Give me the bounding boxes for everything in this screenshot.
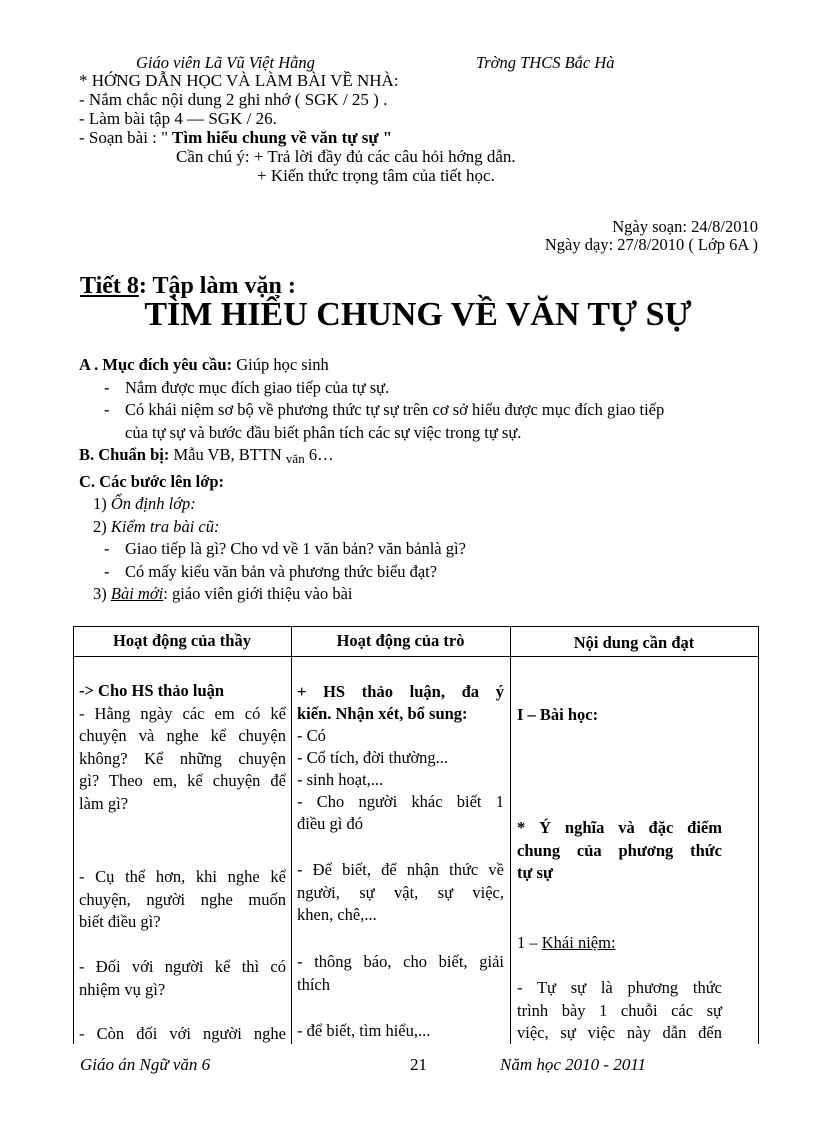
student-activity — [297, 681, 504, 835]
homework-item: - Nắm chắc nội dung 2 ghi nhớ ( SGK / 25 ) . — [79, 90, 388, 109]
content-subheading — [517, 817, 722, 885]
teacher-activity — [79, 866, 286, 934]
table-border — [73, 656, 759, 657]
teacher-activity — [79, 680, 286, 815]
teacher-activity — [79, 1023, 286, 1046]
cell-line: nhiệm vụ gì? — [79, 979, 166, 999]
step-1 — [79, 493, 664, 516]
step-text: Kiểm tra bài cũ — [110, 516, 214, 536]
homework-note: Cần chú ý: + Trả lời đầy đủ các câu hỏi hớng dẫn. — [176, 147, 516, 166]
cell-line: - Cổ tích, đời thường... — [297, 748, 449, 767]
cell-line: thích — [297, 974, 330, 994]
homework-note: + Kiến thức trọng tâm của tiết học. — [257, 166, 495, 185]
cell-line: trình bày 1 chuỗi các sự — [517, 1000, 722, 1020]
step-number: 2) — [93, 516, 111, 536]
step-colon: : — [190, 494, 196, 513]
table-border — [73, 626, 74, 1044]
teacher-name: Giáo viên Lã Vũ Việt Hằng — [136, 53, 315, 72]
section-a-label: A . Mục đích yêu cầu: — [79, 355, 233, 374]
section-b-label: B. Chuẩn bị: — [79, 445, 170, 464]
table-border — [758, 626, 759, 1044]
lesson-subject: : Tập làm vặn : — [138, 273, 296, 299]
content-heading: I – Bài học: — [517, 705, 599, 724]
cell-line: làm gì? — [79, 793, 129, 813]
cell-line: chuyện và nghe kể chuyện — [79, 726, 286, 745]
section-a: A . Mục đích yêu cầu: Giúp học sinh - Nắm được mục đích giao tiếp của tự sự. - Có khái niệm sơ bộ về phương thức tự sự trên cơ sở hiểu được mục đích giao tiếp của tự sự và bước đầu biết phân tích các sự việc trong tự sự. B. Chuẩn bị: Mẫu VB, BTTN văn 6… C. Các bước lên lớp: 1) Ổn định lớp: 2) Kiểm tra bài cũ: - Giao tiếp là gì? Cho vd về 1 văn bản? văn bảnlà gì? - Có mấy kiểu văn bản và phương thức biểu đạt? 3) Bài mới: giáo viên giới thiệu vào bài — [79, 354, 664, 606]
table-border — [73, 626, 759, 627]
school-name: Trờng THCS Bắc Hà — [476, 53, 615, 72]
step-3 — [79, 583, 664, 606]
homework-item: - Làm bài tập 4 — SGK / 26. — [79, 109, 277, 128]
step-text: Ổn định lớp — [110, 494, 191, 513]
cell-line: kiến. Nhận xét, bổ sung: — [297, 704, 468, 723]
table-border — [291, 626, 292, 1044]
section-b-text: Mẫu VB, BTTN — [169, 445, 286, 464]
cell-line: - Đối với người kể thì có — [79, 957, 286, 976]
student-activity — [297, 859, 504, 927]
cell-line: điều gì đó — [297, 814, 363, 833]
table-header: Hoạt động của trò — [336, 631, 465, 650]
cell-line: khen, chê,... — [297, 905, 377, 924]
review-question: Có mấy kiểu văn bản và phương thức biểu đạt? — [125, 561, 438, 581]
student-activity — [297, 1020, 504, 1043]
date-prepared: Ngày soạn: 24/8/2010 — [612, 217, 758, 236]
review-question: Giao tiếp là gì? Cho vd về 1 văn bản? văn bảnlà gì? — [125, 539, 466, 558]
cell-line: -> Cho HS thảo luận — [79, 681, 225, 700]
cell-line: * Ý nghĩa và đặc điểm — [517, 818, 722, 837]
step-number: 3) — [93, 584, 111, 603]
homework-section — [79, 71, 516, 185]
content-concept-label — [517, 932, 616, 955]
cell-line: - sinh hoạt,... — [297, 770, 384, 789]
cell-line: chung của phương thức — [517, 840, 722, 860]
cell-line: - để biết, tìm hiểu,... — [297, 1021, 431, 1040]
cell-line: người, sự vật, sự việc, — [297, 882, 504, 902]
lesson-number: Tiết 8 — [80, 273, 139, 299]
cell-text: 1 – — [517, 933, 542, 952]
section-a-text: Giúp học sinh — [232, 355, 329, 374]
lesson-title: TÌM HIỂU CHUNG VỀ VĂN TỰ SỰ — [144, 296, 692, 333]
homework-title: * HỚNG DẪN HỌC VÀ LÀM BÀI VỀ NHÀ: — [79, 71, 399, 90]
footer-right: Năm học 2010 - 2011 — [500, 1055, 647, 1074]
date-taught: Ngày dạy: 27/8/2010 ( Lớp 6A ) — [544, 235, 758, 254]
cell-line: - Cụ thể hơn, khi nghe kể — [79, 867, 286, 886]
cell-line: - thông báo, cho biết, giải — [297, 952, 504, 971]
teacher-activity — [79, 956, 286, 1001]
step-number: 1) — [93, 494, 111, 513]
objective-item-cont: của tự sự và bước đầu biết phân tích các sự việc trong tự sự. — [125, 422, 522, 442]
prepare-title: Tìm hiểu chung về văn tự sự " — [168, 128, 393, 147]
cell-text: Khái niệm: — [541, 933, 616, 952]
objective-item: Nắm được mục đích giao tiếp của tự sự. — [125, 377, 390, 397]
footer-left: Giáo án Ngữ văn 6 — [80, 1055, 211, 1074]
step-text-rest: : giáo viên giới thiệu vào bài — [163, 584, 353, 603]
cell-line: không? Kể những chuyện — [79, 748, 286, 768]
content-definition — [517, 977, 722, 1045]
cell-line: biết điều gì? — [79, 912, 161, 931]
step-colon: : — [214, 516, 220, 536]
section-b-small: văn — [285, 451, 305, 466]
section-b-tail: 6… — [304, 445, 334, 464]
cell-line: chuyện, người nghe muốn — [79, 889, 286, 909]
cell-line: việc, sự việc này dẫn đến — [517, 1023, 722, 1042]
student-activity — [297, 951, 504, 996]
table-header: Nội dung cần đạt — [573, 633, 695, 652]
cell-line: tự sự — [517, 863, 553, 882]
cell-line: gì? Theo em, kể chuyện để — [79, 771, 286, 790]
cell-line: - Có — [297, 726, 326, 745]
objective-item: Có khái niệm sơ bộ về phương thức tự sự trên cơ sở hiểu được mục đích giao tiếp — [125, 400, 665, 419]
prepare-prefix: - Soạn bài : " — [79, 128, 169, 147]
cell-line: - Hằng ngày các em có kể — [79, 703, 286, 723]
table-header: Hoạt động của thầy — [113, 631, 251, 650]
step-2 — [79, 516, 664, 539]
page-number: 21 — [410, 1055, 427, 1074]
cell-line: - Còn đối với người nghe — [79, 1024, 286, 1043]
homework-prepare — [79, 128, 516, 147]
step-text: Bài mới — [110, 584, 164, 603]
cell-line: - Cho người khác biết 1 — [297, 792, 504, 811]
section-c-label: C. Các bước lên lớp: — [79, 471, 225, 491]
table-border — [510, 626, 511, 1044]
cell-line: - Tự sự là phương thức — [517, 978, 722, 997]
cell-line: - Để biết, để nhận thức về — [297, 860, 504, 879]
cell-line: + HS thảo luận, đa ý — [297, 682, 504, 701]
